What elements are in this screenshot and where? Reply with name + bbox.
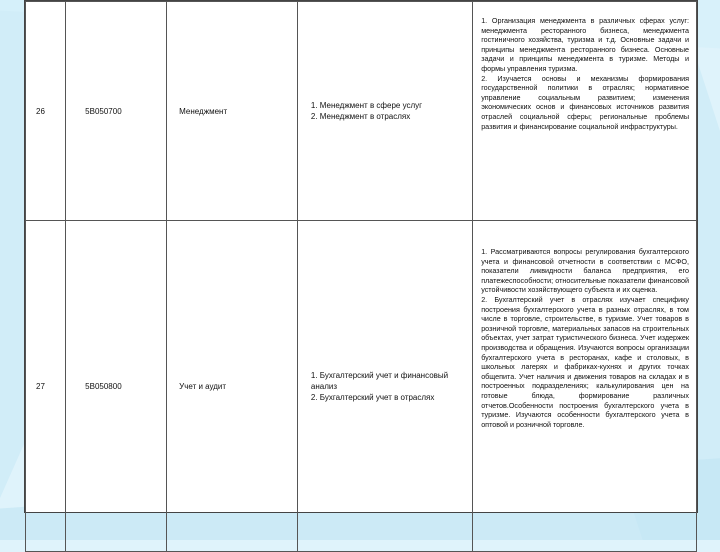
subjects-cell: [297, 2, 472, 221]
specialty-name: Менеджмент: [167, 2, 298, 221]
description-paragraph: 2. Бухгалтерский учет в отраслях изучает специфику построения бухгалтерского учета в разных отраслях, в том числе в торговле, строительстве, в туризме. Учет товаров в розничной торговле, материальных запасов на строительных объектах, учет затрат туристического бизнеса. Учет издержек производства и обращения. Изучаются вопросы организации бухгалтерского учета в ресторанах, кафе и столовых, в школьных лагерях и фабриках-кухнях и других точках общепита. Учет наличия и движения товаров на складах и в построенных подразделениях; калькулирования цен на готовые блюда, формирование различных отчетов.Особенности построения бухгалтерского учета в туризме. Изучаются особенности бухгалтерского учета в оптовой и розничной торговле.: [481, 294, 689, 429]
document-sheet: [24, 0, 698, 513]
specialties-table: [25, 1, 697, 552]
description-paragraph: 1. Организация менеджмента в различных сферах услуг: менеджмента ресторанного бизнеса, менеджмента гостиничного хозяйства, туризма и т.д. Основные задачи и принципы менеджмента ресторанного бизнеса. Основные задачи и принципы менеджмента в туризме. Методы и формы управления туризма.: [481, 16, 689, 73]
table-row: [26, 221, 697, 552]
subject-item: 1. Менеджмент в сфере услуг: [310, 101, 423, 110]
subject-item: 2. Бухгалтерский учет в отраслях: [310, 392, 435, 402]
row-number: 27: [26, 221, 66, 552]
table-row: [26, 2, 697, 221]
specialty-code: 5В050800: [66, 221, 167, 552]
specialty-name: Учет и аудит: [167, 221, 298, 552]
description-paragraph: 2. Изучается основы и механизмы формирования государственной политики в отраслях; нормативное управление социальным развитием; изменения экономических основ и финансовых источников развития отраслей социальной сферы; региональные проблемы развития и финансирование социальной инфраструктуры.: [481, 73, 689, 131]
description-paragraph: 1. Рассматриваются вопросы регулирования бухгалтерского учета и финансовой отчетности в соответствии с МСФО, показатели ликвидности баланса предприятия, его платежеспособности; относительные показатели финансовой устойчивости хозяйствующего субъекта и их оценка.: [481, 247, 689, 295]
subject-item: 2. Менеджмент в отраслях: [310, 112, 411, 121]
subjects-cell: [297, 221, 472, 552]
description-cell: [473, 221, 697, 552]
description-cell: [473, 2, 697, 221]
subject-item: 1. Бухгалтерский учет и финансовый анализ: [310, 370, 449, 391]
row-number: 26: [26, 2, 66, 221]
specialty-code: 5В050700: [66, 2, 167, 221]
